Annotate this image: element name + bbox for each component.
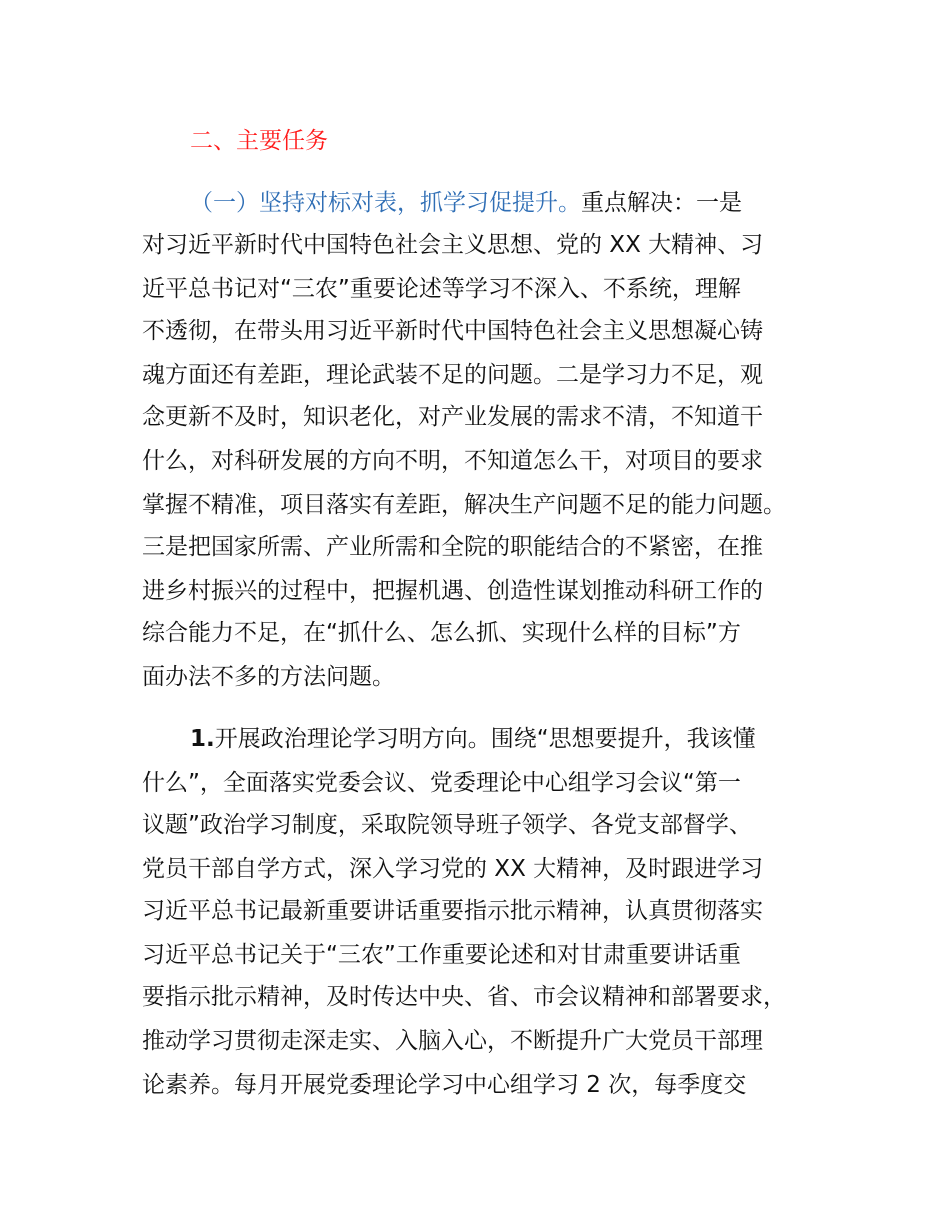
paragraph-line: 掌握不精准，项目落实有差距，解决生产问题不足的能力问题。 bbox=[142, 492, 786, 518]
paragraph-line: 对习近平新时代中国特色社会主义思想、党的 XX 大精神、习 bbox=[142, 232, 764, 258]
paragraph-line bbox=[190, 722, 756, 756]
paragraph-line: 不透彻，在带头用习近平新时代中国特色社会主义思想凝心铸 bbox=[142, 318, 763, 344]
paragraph-line: 要指示批示精神，及时传达中央、省、市会议精神和部署要求， bbox=[142, 984, 786, 1010]
paragraph-line: 综合能力不足，在“抓什么、怎么抓、实现什么样的目标”方 bbox=[142, 620, 741, 646]
paragraph-text: 重点解决：一是 bbox=[581, 190, 742, 216]
paragraph-text: 开展政治理论学习明方向。围绕“思想要提升，我该懂 bbox=[214, 726, 756, 752]
paragraph-line bbox=[190, 186, 742, 220]
paragraph-line: 习近平总书记关于“三农”工作重要论述和对甘肃重要讲话重 bbox=[142, 942, 741, 968]
paragraph-line: 议题”政治学习制度，采取院领导班子领学、各党支部督学、 bbox=[142, 812, 752, 838]
paragraph-line: 论素养。每月开展党委理论学习中心组学习 2 次，每季度交 bbox=[142, 1072, 747, 1098]
paragraph-line: 面办法不多的方法问题。 bbox=[142, 664, 395, 690]
paragraph-line: 什么，对科研发展的方向不明，不知道怎么干，对项目的要求 bbox=[142, 448, 763, 474]
item-number: 1. bbox=[190, 726, 215, 752]
subsection-title: （一）坚持对标对表，抓学习促提升。 bbox=[190, 190, 581, 216]
paragraph-line: 三是把国家所需、产业所需和全院的职能结合的不紧密，在推 bbox=[142, 534, 763, 560]
paragraph-line: 进乡村振兴的过程中，把握机遇、创造性谋划推动科研工作的 bbox=[142, 578, 763, 604]
paragraph-line: 近平总书记对“三农”重要论述等学习不深入、不系统，理解 bbox=[142, 276, 741, 302]
paragraph-line: 什么”，全面落实党委会议、党委理论中心组学习会议“第一 bbox=[142, 770, 741, 796]
paragraph-line: 魂方面还有差距，理论武装不足的问题。二是学习力不足，观 bbox=[142, 362, 763, 388]
section-heading: 二、主要任务 bbox=[190, 128, 328, 154]
paragraph-line: 党员干部自学方式，深入学习党的 XX 大精神，及时跟进学习 bbox=[142, 856, 764, 882]
paragraph-line: 念更新不及时，知识老化，对产业发展的需求不清，不知道干 bbox=[142, 404, 763, 430]
paragraph-line: 推动学习贯彻走深走实、入脑入心，不断提升广大党员干部理 bbox=[142, 1028, 763, 1054]
paragraph-line: 习近平总书记最新重要讲话重要指示批示精神，认真贯彻落实 bbox=[142, 898, 763, 924]
